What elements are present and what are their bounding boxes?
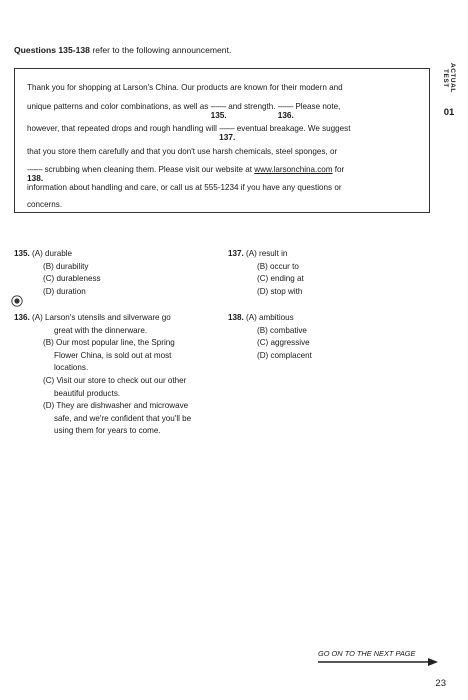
question-135 bbox=[14, 248, 101, 298]
section-header bbox=[14, 45, 231, 55]
option-c[interactable]: (C) ending at bbox=[257, 274, 304, 284]
new-type-icon bbox=[11, 295, 23, 307]
question-number: 137. bbox=[228, 249, 244, 258]
option-b[interactable]: (B) occur to bbox=[257, 261, 299, 271]
passage-line-7: concerns. bbox=[27, 200, 63, 209]
passage-line-5: ------- 138. scrubbing when cleaning them. Please visit our website at www.larsonchina.com for bbox=[27, 165, 345, 183]
announcement-box bbox=[14, 68, 430, 213]
option-c[interactable]: (C) durableness bbox=[43, 274, 101, 284]
next-page-text[interactable]: GO ON TO THE NEXT PAGE bbox=[318, 649, 416, 658]
question-number: 138. bbox=[228, 313, 244, 322]
question-number: 135. bbox=[14, 249, 30, 258]
option-b-cont: locations. bbox=[54, 363, 89, 373]
option-d[interactable]: (D) complacent bbox=[257, 350, 312, 360]
passage-line-3: however, that repeated drops and rough handling will ------- 137. eventual breakage. We suggest bbox=[27, 124, 351, 142]
page-number: 23 bbox=[435, 678, 446, 689]
option-a[interactable]: (A) Larson's utensils and silverware go bbox=[32, 313, 171, 322]
option-d[interactable]: (D) They are dishwasher and microwave bbox=[43, 401, 189, 411]
option-b-cont: Flower China, is sold out at most bbox=[54, 350, 172, 360]
question-138 bbox=[228, 312, 312, 362]
side-tab-label: ACTUAL TEST bbox=[442, 63, 456, 93]
question-136 bbox=[14, 312, 191, 438]
option-d-cont: using them for years to come. bbox=[54, 426, 161, 436]
option-c[interactable]: (C) aggressive bbox=[257, 338, 310, 348]
blank-136[interactable]: ------- 136. bbox=[277, 102, 294, 120]
side-tab bbox=[438, 55, 460, 118]
option-b[interactable]: (B) durability bbox=[43, 261, 89, 271]
blank-135[interactable]: ------- 135. bbox=[210, 102, 227, 120]
option-c[interactable]: (C) Visit our store to check out our other bbox=[43, 375, 187, 385]
question-number: 136. bbox=[14, 313, 30, 322]
option-b[interactable]: (B) Our most popular line, the Spring bbox=[43, 338, 175, 348]
option-c-cont: beautiful products. bbox=[54, 388, 121, 398]
option-d-cont: safe, and we're confident that you'll be bbox=[54, 413, 192, 423]
website-link[interactable]: www.larsonchina.com bbox=[254, 165, 333, 174]
blank-138[interactable]: ------- 138. bbox=[27, 165, 44, 183]
option-a-cont: great with the dinnerware. bbox=[54, 325, 148, 335]
side-tab-number: 01 bbox=[443, 107, 455, 118]
option-d[interactable]: (D) duration bbox=[43, 286, 86, 296]
header-text: refer to the following announcement. bbox=[89, 45, 232, 55]
question-137 bbox=[228, 248, 304, 298]
option-b[interactable]: (B) combative bbox=[257, 325, 307, 335]
option-a[interactable]: (A) durable bbox=[32, 249, 73, 258]
passage-line-2: unique patterns and color combinations, as well as ------- 135. and strength. ------- 136. Please note, bbox=[27, 102, 341, 120]
option-a[interactable]: (A) result in bbox=[246, 249, 288, 258]
option-d[interactable]: (D) stop with bbox=[257, 286, 303, 296]
question-range: Questions 135-138 bbox=[14, 45, 90, 55]
passage-line-6: information about handling and care, or call us at 555-1234 if you have any questions or bbox=[27, 183, 342, 192]
passage-line-4: that you store them carefully and that you don't use harsh chemicals, steel sponges, or bbox=[27, 147, 338, 156]
blank-137[interactable]: ------- 137. bbox=[219, 124, 236, 142]
option-a[interactable]: (A) ambitious bbox=[246, 313, 294, 322]
passage-line-1: Thank you for shopping at Larson's China. Our products are known for their modern and bbox=[27, 83, 343, 92]
arrow-right-icon bbox=[318, 657, 438, 667]
